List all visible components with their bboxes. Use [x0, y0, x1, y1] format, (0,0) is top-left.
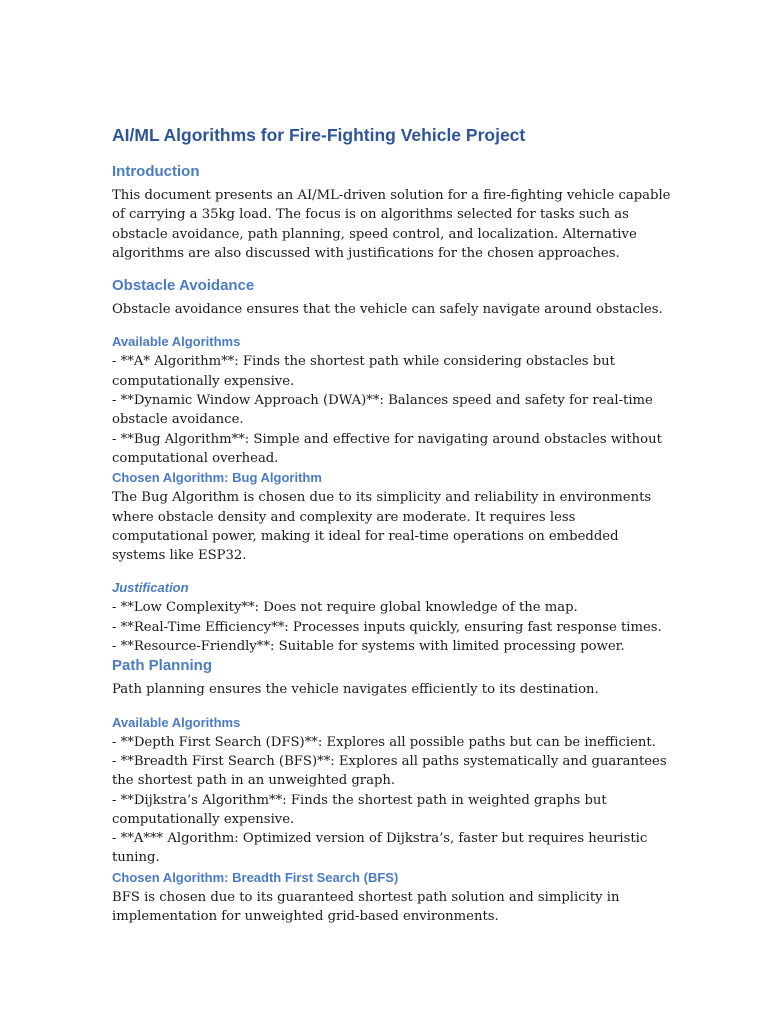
obstacle-avoidance-paragraph: Obstacle avoidance ensures that the vehicle can safely navigate around obstacles.	[112, 302, 663, 318]
section-heading-obstacle-avoidance: Obstacle Avoidance	[112, 277, 255, 295]
path-available-list	[112, 733, 672, 868]
list-item: - **Resource-Friendly**: Suitable for systems with limited processing power.	[112, 639, 625, 655]
subheading-available-algorithms: Available Algorithms	[112, 714, 241, 730]
chosen-algorithm-paragraph: BFS is chosen due to its guaranteed shortest path solution and simplicity in implementation for unweighted grid-based environments.	[112, 889, 620, 925]
document-page	[112, 124, 672, 939]
obstacle-available-list	[112, 352, 672, 468]
subheading-chosen-algorithm: Chosen Algorithm: Bug Algorithm	[112, 470, 322, 486]
introduction-paragraph: This document presents an AI/ML-driven solution for a fire-fighting vehicle capable of carrying a 35kg load. The focus is on algorithms selected for tasks such as obstacle avoidance, path planning, speed control, and localization. Alternative algorithms are also discussed with justifications for the chosen approaches.	[112, 188, 671, 261]
subheading-available-algorithms: Available Algorithms	[112, 334, 241, 350]
list-item: - **Low Complexity**: Does not require global knowledge of the map.	[112, 600, 578, 616]
subheading-chosen-algorithm: Chosen Algorithm: Breadth First Search (BFS)	[112, 869, 399, 885]
document-title: AI/ML Algorithms for Fire-Fighting Vehicle Project	[112, 125, 526, 145]
list-item: - **Depth First Search (DFS)**: Explores all possible paths but can be inefficient.	[112, 734, 656, 750]
section-heading-path-planning: Path Planning	[112, 657, 213, 675]
list-item: - **Dynamic Window Approach (DWA)**: Balances speed and safety for real-time obstacle avoidance.	[112, 393, 653, 428]
list-item: - **A*** Algorithm: Optimized version of Dijkstra’s, faster but requires heuristic tuning.	[112, 831, 648, 866]
list-item: - **Real-Time Efficiency**: Processes inputs quickly, ensuring fast response times.	[112, 619, 662, 635]
path-planning-paragraph: Path planning ensures the vehicle navigates efficiently to its destination.	[112, 682, 599, 698]
list-item: - **A* Algorithm**: Finds the shortest path while considering obstacles but computationally expensive.	[112, 354, 615, 389]
list-item: - **Breadth First Search (BFS)**: Explores all paths systematically and guarantees the shortest path in an unweighted graph.	[112, 753, 667, 789]
chosen-algorithm-paragraph: The Bug Algorithm is chosen due to its simplicity and reliability in environments where obstacle density and complexity are moderate. It requires less computational power, making it ideal for real-time operations on embedded systems like ESP32.	[112, 490, 652, 564]
list-item: - **Bug Algorithm**: Simple and effective for navigating around obstacles without computational overhead.	[112, 431, 662, 466]
section-heading-introduction: Introduction	[112, 163, 200, 180]
justification-list	[112, 598, 672, 656]
list-item: - **Dijkstra’s Algorithm**: Finds the shortest path in weighted graphs but computationally expensive.	[112, 792, 607, 827]
subheading-justification: Justification	[112, 580, 189, 596]
